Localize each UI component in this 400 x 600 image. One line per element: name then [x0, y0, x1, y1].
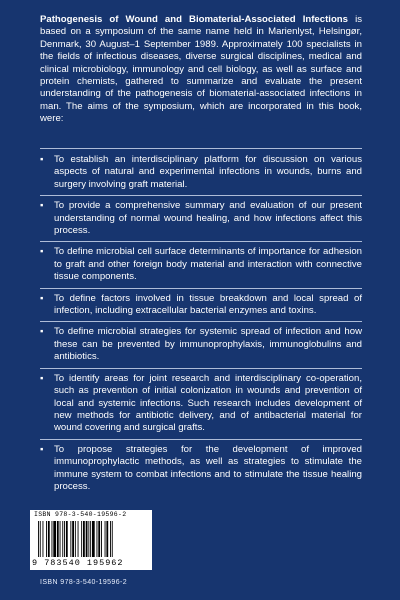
barcode-bar	[62, 521, 63, 557]
aims-list	[40, 154, 362, 493]
barcode-bar	[52, 521, 53, 557]
barcode-bar	[53, 521, 56, 557]
divider	[40, 439, 362, 440]
aim-item	[40, 293, 362, 318]
divider	[40, 148, 362, 149]
bullet-icon: ▪	[40, 372, 44, 384]
barcode-bar	[86, 521, 88, 557]
aim-text: To provide a comprehensive summary and evaluation of our present understanding of normal wound healing, and how infections affect this process.	[54, 200, 362, 237]
bullet-icon: ▪	[40, 292, 44, 304]
barcode-bar	[105, 521, 106, 557]
barcode-bar	[97, 521, 98, 557]
aim-text: To define factors involved in tissue breakdown and local spread of infection, including extracellular bacterial enzymes and toxins.	[54, 292, 362, 317]
barcode-bar	[40, 521, 41, 557]
barcode-bar	[64, 521, 65, 557]
bullet-icon: ▪	[40, 443, 44, 455]
barcode-bar	[90, 521, 91, 557]
barcode-bar	[112, 521, 113, 557]
barcode-bar	[43, 521, 44, 557]
divider	[40, 241, 362, 242]
bullet-icon: ▪	[40, 326, 44, 338]
aim-item	[40, 246, 362, 283]
barcode-bar	[46, 521, 47, 557]
bullet-icon: ▪	[40, 200, 44, 212]
barcode-bar	[98, 521, 100, 557]
divider	[40, 368, 362, 369]
barcode-bar	[92, 521, 95, 557]
aim-item	[40, 444, 362, 494]
barcode-bar	[60, 521, 61, 557]
barcode-bar	[70, 521, 71, 557]
bullet-icon: ▪	[40, 154, 44, 165]
aim-item	[40, 373, 362, 435]
aim-item	[40, 200, 362, 237]
bullet-icon: ▪	[40, 246, 44, 258]
barcode-bar	[66, 521, 68, 557]
barcode-bar	[101, 521, 102, 557]
barcode-label	[30, 510, 152, 570]
aim-text: To define microbial cell surface determinants of importance for adhesion to graft and other foreign body material and interaction with connective tissue components.	[54, 246, 362, 283]
intro-text: is based on a symposium of the same name held in Marienlyst, Helsingør, Denmark, 30 August–1 September 1989. Approximately 100 specialists in the fields of infectious diseases, diverse surgical disciplines, medical and clinical microbiology, immunology and cell biology, as well as surface and protein chemists, gathered to summarize and evaluate the present understanding of the pathogenesis of biomaterial-associated infections in man. The aims of the symposium, which are incorporated in this book, were:	[40, 14, 362, 125]
barcode-digits: 9 783540 195962	[32, 558, 124, 568]
intro-paragraph	[40, 14, 362, 126]
aim-text: To propose strategies for the development of improved immunoprophylactic methods, as well as strategies to stimulate the immune system to combat infections and to stimulate the tissue healing process.	[54, 443, 362, 492]
barcode-bar	[38, 521, 39, 557]
divider	[40, 288, 362, 289]
barcode-bar	[75, 521, 76, 557]
barcode-bar	[81, 521, 82, 557]
barcode-bar	[106, 521, 108, 557]
aim-text: To identify areas for joint research and interdisciplinary co-operation, such as prevention of initial colonization in wounds and prevention of local and systemic infections. Such research includes development of new methods for antibiotic delivery, and of antibacterial material for wound covering and surgical grafts.	[54, 372, 362, 434]
barcode-bar	[88, 521, 89, 557]
barcode-bar	[57, 521, 59, 557]
barcode-bar	[48, 521, 50, 557]
isbn-top-text: ISBN 978-3-540-19596-2	[34, 511, 127, 518]
barcode-bar	[110, 521, 111, 557]
isbn-bottom-text: ISBN 978-3-540-19596-2	[40, 579, 128, 586]
barcode-bar	[83, 521, 85, 557]
barcode-icon	[38, 521, 144, 557]
aim-text: To establish an interdisciplinary platform for discussion on various aspects of natural and experimental infections in wounds, burns and surgery involving graft material.	[54, 154, 362, 190]
aim-item	[40, 154, 362, 191]
divider	[40, 321, 362, 322]
barcode-bar	[78, 521, 79, 557]
barcode-bar	[72, 521, 74, 557]
divider	[40, 195, 362, 196]
aim-item	[40, 326, 362, 363]
aim-text: To define microbial strategies for systemic spread of infection and how these can be prevented by immunoprophylaxis, immunoglobulins and antibiotics.	[54, 326, 362, 363]
book-title: Pathogenesis of Wound and Biomaterial-Associated Infections	[40, 14, 349, 25]
